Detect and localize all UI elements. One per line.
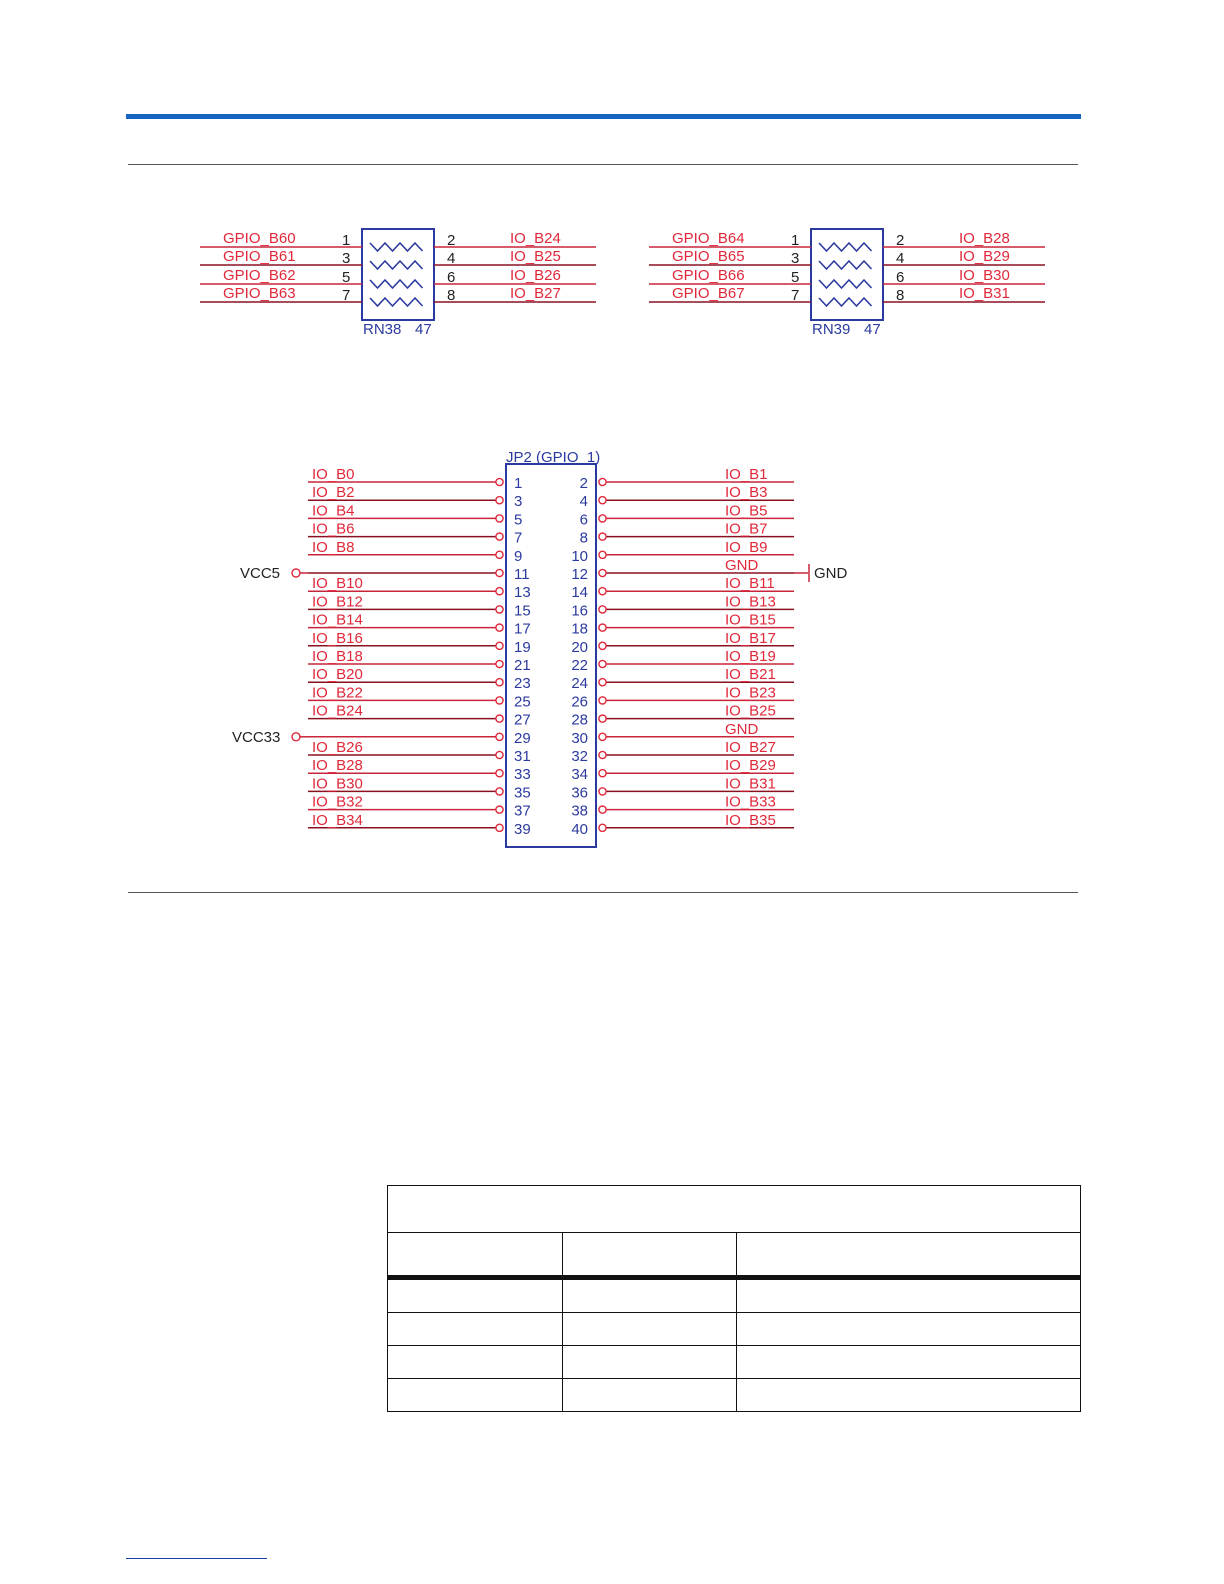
- resistor-packs: [200, 229, 1045, 338]
- pin-number: 40: [571, 820, 588, 838]
- pin-terminal: [496, 715, 503, 722]
- pin-number: 5: [514, 511, 523, 529]
- pin-terminal: [496, 478, 503, 485]
- right-signal-label: IO_B23: [725, 684, 776, 702]
- left-signal-label: IO_B14: [312, 611, 363, 629]
- right-signal-label: IO_B9: [725, 538, 768, 556]
- pin-number: 6: [447, 269, 456, 286]
- pin-terminal: [599, 770, 606, 777]
- table-row: [388, 1278, 1081, 1313]
- pin-number: 35: [514, 784, 531, 802]
- pin-terminal: [599, 660, 606, 667]
- pin-number: 7: [791, 287, 800, 304]
- pin-number: 2: [447, 232, 456, 249]
- pin-terminal: [496, 624, 503, 631]
- left-signal-label: GPIO_B60: [223, 230, 296, 247]
- right-signal-label: IO_B35: [725, 811, 776, 829]
- pin-number: 31: [514, 748, 531, 765]
- pin-number: 39: [514, 820, 531, 838]
- pin-terminal: [496, 770, 503, 777]
- pin-terminal: [599, 824, 606, 831]
- table-header-cell: [737, 1233, 1081, 1278]
- right-signal-label: IO_B5: [725, 502, 768, 520]
- right-signal-label: IO_B31: [959, 285, 1010, 302]
- resistor-zigzag: [819, 298, 872, 306]
- pin-number: 33: [514, 766, 531, 784]
- pin-number: 3: [514, 493, 523, 511]
- pin-number: 8: [896, 287, 905, 304]
- pin-number: 1: [514, 475, 523, 492]
- pin-terminal: [496, 569, 503, 576]
- right-signal-label: IO_B15: [725, 611, 776, 629]
- left-signal-label: GPIO_B65: [672, 248, 745, 265]
- pin-number: 29: [514, 729, 531, 747]
- right-signal-label: IO_B24: [510, 230, 561, 247]
- pin-number: 25: [514, 693, 531, 711]
- pin-terminal: [496, 806, 503, 813]
- pin-number: 4: [447, 250, 456, 267]
- pin-terminal: [599, 624, 606, 631]
- right-signal-label: IO_B26: [510, 267, 561, 284]
- pin-number: 38: [571, 802, 588, 820]
- pin-terminal: [496, 606, 503, 613]
- pin-terminal: [496, 751, 503, 758]
- pin-terminal: [599, 697, 606, 704]
- right-signal-label: IO_B11: [725, 575, 775, 593]
- resistor-pack-body: [362, 229, 434, 320]
- pin-terminal: [599, 733, 606, 740]
- pin-number: 30: [571, 729, 588, 747]
- pin-number: 24: [571, 675, 588, 693]
- pin-terminal: [599, 751, 606, 758]
- right-signal-label: IO_B28: [959, 230, 1010, 247]
- pin-terminal: [599, 551, 606, 558]
- table-row: [388, 1346, 1081, 1379]
- left-signal-label: IO_B20: [312, 666, 363, 684]
- left-signal-label: GPIO_B66: [672, 267, 745, 284]
- pin-number: 32: [571, 748, 588, 765]
- connector-title: JP2 (GPIO_1): [506, 449, 601, 466]
- pin-number: 27: [514, 711, 531, 729]
- pin-number: 21: [514, 657, 531, 674]
- resistor-zigzag: [370, 298, 423, 306]
- pin-terminal: [599, 497, 606, 504]
- left-signal-label: IO_B16: [312, 629, 363, 647]
- pin-number: 1: [791, 232, 800, 249]
- left-signal-label: IO_B22: [312, 684, 363, 702]
- left-signal-label: IO_B30: [312, 775, 363, 793]
- table-header-cell: [388, 1233, 563, 1278]
- left-signal-label: IO_B0: [312, 466, 355, 483]
- resistor-pack-body: [811, 229, 883, 320]
- pin-terminal: [496, 642, 503, 649]
- resistor-pack-ref: RN39: [812, 321, 851, 338]
- left-signal-label: IO_B2: [312, 484, 355, 502]
- right-signal-label: IO_B1: [725, 466, 768, 483]
- vcc33-label: VCC33: [232, 728, 281, 746]
- pin-terminal: [599, 478, 606, 485]
- pin-number: 7: [514, 529, 523, 547]
- pin-number: 3: [791, 250, 800, 267]
- pin-number: 15: [514, 602, 531, 620]
- right-signal-label: IO_B13: [725, 593, 776, 611]
- pin-terminal: [599, 806, 606, 813]
- table-header-cell: [563, 1233, 737, 1278]
- pin-terminal: [496, 697, 503, 704]
- pin-terminal: [496, 660, 503, 667]
- pin-number: 37: [514, 802, 531, 820]
- right-signal-label: IO_B29: [725, 757, 776, 775]
- left-signal-label: GPIO_B61: [223, 248, 296, 265]
- left-signal-label: IO_B34: [312, 811, 363, 829]
- pin-terminal: [599, 533, 606, 540]
- pin-number: 10: [571, 547, 588, 565]
- gpio-header-connector: [232, 449, 848, 847]
- left-signal-label: GPIO_B63: [223, 285, 296, 302]
- pin-number: 19: [514, 638, 531, 656]
- right-signal-label: IO_B25: [510, 248, 561, 265]
- pin-number: 11: [514, 566, 530, 583]
- right-signal-label: IO_B30: [959, 267, 1010, 284]
- data-table: [387, 1185, 1081, 1412]
- pin-number: 13: [514, 584, 531, 602]
- pin-terminal: [599, 788, 606, 795]
- power-terminal: [292, 569, 300, 577]
- pin-terminal: [496, 497, 503, 504]
- pin-number: 28: [571, 711, 588, 729]
- pin-terminal: [496, 533, 503, 540]
- right-signal-label: IO_B3: [725, 484, 768, 502]
- resistor-zigzag: [370, 261, 423, 269]
- left-signal-label: IO_B18: [312, 648, 363, 665]
- right-signal-label: IO_B31: [725, 775, 776, 793]
- pin-number: 20: [571, 638, 588, 656]
- pin-terminal: [599, 715, 606, 722]
- pin-number: 36: [571, 784, 588, 802]
- pin-number: 23: [514, 675, 531, 693]
- right-signal-label: IO_B29: [959, 248, 1010, 265]
- pin-number: 2: [579, 475, 588, 492]
- power-terminal: [292, 733, 300, 741]
- left-signal-label: GPIO_B62: [223, 267, 296, 284]
- right-signal-label: IO_B21: [725, 666, 776, 684]
- left-signal-label: GPIO_B64: [672, 230, 745, 247]
- pin-number: 4: [896, 250, 905, 267]
- resistor-pack-ref: RN38: [363, 321, 402, 338]
- table-row: [388, 1313, 1081, 1346]
- pin-number: 5: [791, 269, 800, 286]
- pin-number: 5: [342, 269, 351, 286]
- pin-number: 12: [571, 566, 588, 583]
- pin-number: 9: [514, 547, 523, 565]
- pin-number: 18: [571, 620, 588, 638]
- pin-number: 4: [579, 493, 588, 511]
- left-signal-label: IO_B12: [312, 593, 363, 611]
- pin-terminal: [599, 588, 606, 595]
- pin-number: 34: [571, 766, 588, 784]
- pin-terminal: [496, 824, 503, 831]
- right-signal-label: IO_B19: [725, 648, 776, 665]
- right-signal-label: IO_B27: [725, 739, 776, 756]
- pin-number: 8: [579, 529, 588, 547]
- resistor-zigzag: [819, 261, 872, 269]
- right-signal-label: IO_B7: [725, 520, 768, 538]
- pin-terminal: [599, 569, 606, 576]
- pin-terminal: [496, 679, 503, 686]
- resistor-zigzag: [370, 243, 423, 251]
- pin-terminal: [496, 588, 503, 595]
- pin-number: 16: [571, 602, 588, 620]
- resistor-pack-value: 47: [415, 321, 432, 338]
- pin-terminal: [599, 679, 606, 686]
- table-row: [388, 1379, 1081, 1412]
- table-caption: [388, 1186, 1081, 1233]
- resistor-zigzag: [819, 280, 872, 288]
- resistor-pack-value: 47: [864, 321, 881, 338]
- right-signal-label: IO_B17: [725, 629, 776, 647]
- pin-number: 14: [571, 584, 588, 602]
- left-signal-label: IO_B26: [312, 739, 363, 756]
- resistor-zigzag: [819, 243, 872, 251]
- pin-number: 1: [342, 232, 351, 249]
- pin-number: 8: [447, 287, 456, 304]
- right-signal-label: IO_B25: [725, 702, 776, 720]
- right-signal-label: IO_B33: [725, 793, 776, 811]
- right-signal-label: GND: [725, 720, 759, 738]
- pin-number: 7: [342, 287, 351, 304]
- pin-terminal: [496, 551, 503, 558]
- gnd-label: GND: [814, 565, 848, 582]
- left-signal-label: IO_B24: [312, 702, 363, 720]
- pin-number: 3: [342, 250, 351, 267]
- pin-number: 17: [514, 620, 531, 638]
- pin-number: 26: [571, 693, 588, 711]
- left-signal-label: IO_B28: [312, 757, 363, 775]
- pin-number: 6: [579, 511, 588, 529]
- pin-terminal: [496, 733, 503, 740]
- vcc5-label: VCC5: [240, 565, 281, 582]
- left-signal-label: IO_B8: [312, 538, 355, 556]
- resistor-zigzag: [370, 280, 423, 288]
- pin-number: 2: [896, 232, 905, 249]
- left-signal-label: IO_B32: [312, 793, 363, 811]
- left-signal-label: IO_B10: [312, 575, 363, 593]
- pin-terminal: [599, 642, 606, 649]
- right-signal-label: IO_B27: [510, 285, 561, 302]
- pin-terminal: [599, 515, 606, 522]
- left-signal-label: IO_B4: [312, 502, 355, 520]
- pin-terminal: [496, 515, 503, 522]
- pin-terminal: [599, 606, 606, 613]
- left-signal-label: IO_B6: [312, 520, 355, 538]
- footer-rule: [126, 1558, 267, 1559]
- pin-number: 22: [571, 657, 588, 674]
- left-signal-label: GPIO_B67: [672, 285, 745, 302]
- right-signal-label: GND: [725, 557, 759, 574]
- pin-number: 6: [896, 269, 905, 286]
- pin-terminal: [496, 788, 503, 795]
